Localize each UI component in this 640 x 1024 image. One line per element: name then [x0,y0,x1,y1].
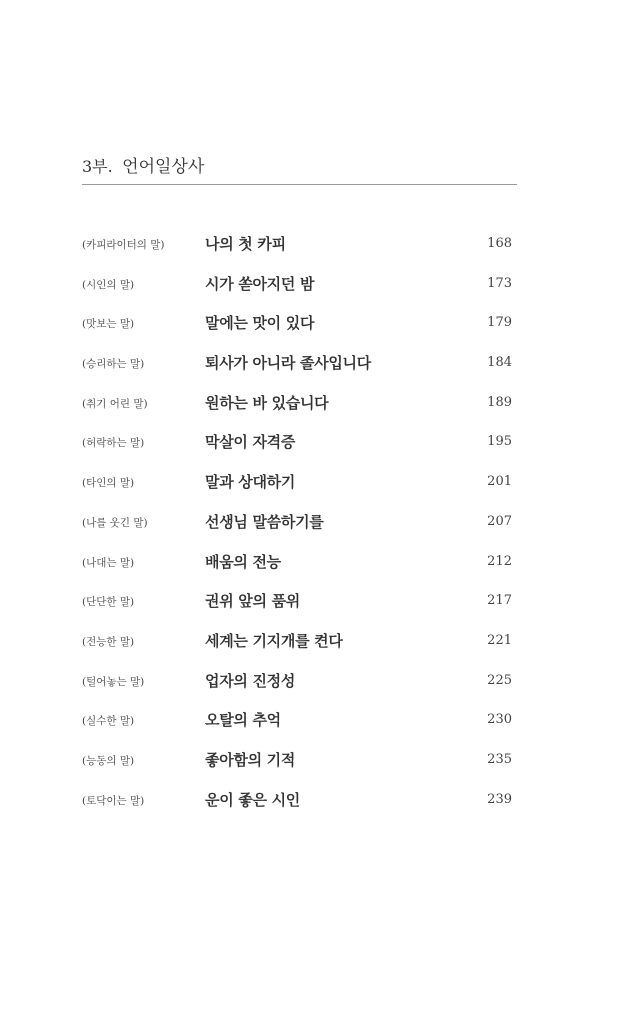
toc-title: 운이 좋은 시인 [205,790,300,809]
toc-speaker: (타인의 말) [82,477,135,490]
toc-speaker: (나를 웃긴 말) [82,516,148,529]
toc-title: 원하는 바 있습니다 [205,393,329,412]
toc-title: 말과 상대하기 [205,473,296,492]
section-heading [82,152,204,177]
toc-speaker: (능동의 말) [82,754,135,767]
toc-page-number: 168 [487,236,512,251]
toc-speaker: (승리하는 말) [82,358,145,371]
toc-entry[interactable] [82,307,512,347]
toc-title: 오탈의 추억 [205,711,281,730]
toc-page-number: 239 [487,791,512,807]
toc-title: 선생님 말씀하기를 [205,512,324,531]
toc-speaker: (맛보는 말) [82,318,135,331]
toc-title: 권위 앞의 품위 [205,592,300,611]
section-title: 언어일상사 [122,157,205,177]
toc-page-number: 212 [487,553,512,569]
toc-speaker: (취기 어린 말) [82,397,148,410]
section-number: 3부. [82,157,113,176]
toc-speaker: (토닥이는 말) [82,794,145,807]
toc-speaker: (털어놓는 말) [82,675,145,688]
toc-entry[interactable] [82,665,512,705]
toc-page-number: 225 [487,672,512,688]
toc-entry[interactable] [82,347,512,387]
toc-speaker: (전능한 말) [82,635,135,648]
toc-title: 나의 첫 카피 [205,235,286,253]
toc-entry[interactable] [82,228,512,268]
toc-title: 막살이 자격증 [205,433,296,452]
toc-title: 배움의 전능 [205,552,281,571]
section-divider [82,184,517,185]
toc-entry[interactable] [82,387,512,427]
toc-page-number: 235 [487,751,512,767]
toc-page-number: 207 [487,513,512,529]
toc-page-number: 217 [487,593,512,609]
toc-entry[interactable] [82,546,512,586]
toc-speaker: (단단한 말) [82,596,135,609]
toc-page-number: 184 [487,355,512,371]
table-of-contents [82,228,512,823]
toc-page-number: 230 [487,712,512,728]
toc-page-number: 195 [487,434,512,450]
toc-entry[interactable] [82,466,512,506]
toc-title: 말에는 맛이 있다 [205,314,315,333]
toc-title: 세계는 기지개를 켠다 [205,631,343,650]
toc-title: 업자의 진정성 [205,671,296,690]
toc-entry[interactable] [82,426,512,466]
toc-speaker: (실수한 말) [82,715,135,728]
toc-entry[interactable] [82,506,512,546]
toc-page-number: 201 [487,474,512,490]
toc-speaker: (시인의 말) [82,278,135,291]
toc-page-number: 173 [487,275,512,291]
toc-entry[interactable] [82,268,512,308]
toc-entry[interactable] [82,744,512,784]
toc-page-number: 221 [487,632,512,648]
toc-speaker: (카피라이터의 말) [82,239,165,251]
toc-page-number: 179 [487,315,512,331]
toc-entry[interactable] [82,704,512,744]
toc-entry[interactable] [82,625,512,665]
toc-page-number: 189 [487,394,512,410]
toc-title: 퇴사가 아니라 졸사입니다 [205,354,371,373]
toc-title: 시가 쏟아지던 밤 [205,274,315,293]
toc-entry[interactable] [82,784,512,824]
toc-title: 좋아함의 기적 [205,750,296,769]
toc-entry[interactable] [82,585,512,625]
toc-speaker: (나대는 말) [82,556,135,569]
toc-speaker: (허락하는 말) [82,437,145,450]
